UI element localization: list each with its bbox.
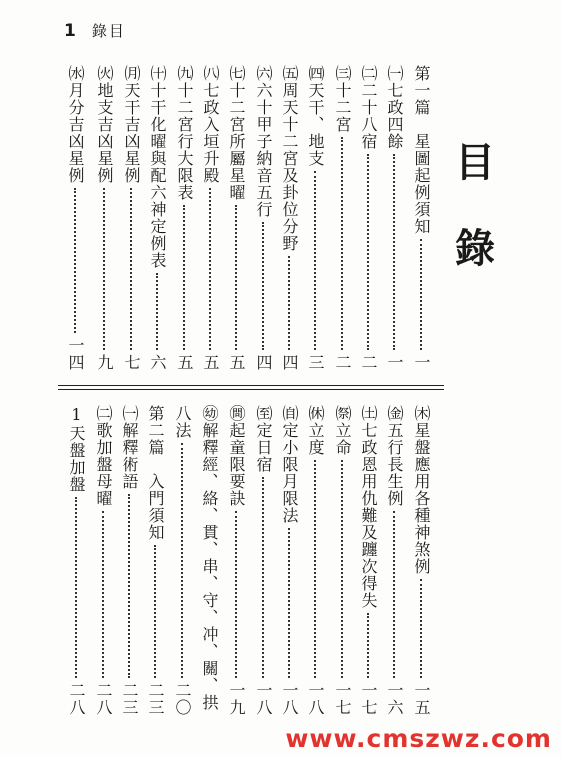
toc-entry-title: ㈡歌加盤母曜	[94, 405, 113, 507]
toc-entry-title: 1天盤加盤	[67, 405, 86, 493]
toc-leader-dots	[420, 239, 422, 350]
toc-entry-title: ㉄起童限要訣	[227, 405, 246, 507]
section-divider	[58, 385, 444, 386]
toc-leader-dots	[102, 511, 104, 678]
toc-entry-title: ㈨十二宮行大限表	[175, 65, 194, 201]
toc-entry-title: ㈦十二宮所屬星曜	[227, 65, 246, 201]
toc-entry-page: 一七	[333, 682, 352, 716]
toc-entry-page: 六	[148, 354, 167, 371]
toc-leader-dots	[103, 188, 105, 350]
toc-entry[interactable]	[277, 65, 301, 373]
toc-entry-page: 五	[175, 354, 194, 371]
toc-entry-page: 一六	[385, 682, 404, 716]
toc-entry-page: 四	[280, 354, 299, 371]
toc-leader-dots	[288, 256, 290, 350]
toc-leader-dots	[209, 188, 211, 350]
toc-entry-page: 二八	[67, 682, 86, 716]
toc-entry[interactable]	[251, 65, 275, 373]
toc-entry[interactable]	[198, 65, 222, 373]
toc-leader-dots	[288, 528, 290, 678]
toc-entry-title: 第一篇 星圖起例須知	[412, 65, 431, 235]
toc-entry-title: ㈤周天十二宮及卦位分野	[280, 65, 299, 252]
toc-entry-page: 二八	[94, 682, 113, 716]
running-header	[64, 20, 126, 41]
toc-entry-title: ㉅解釋經、絡、貫、串、守、冲、關、拱	[200, 405, 219, 711]
toc-leader-dots	[341, 137, 343, 350]
toc-entry-page: 一八	[306, 682, 325, 716]
toc-entry[interactable]	[277, 405, 301, 718]
toc-entry-title: ㈣天干、地支	[306, 65, 325, 167]
page-title-char-2: 錄	[455, 225, 495, 272]
toc-entry-title: ㉂定小限月限法	[280, 405, 299, 524]
toc-entry-page: 一五	[412, 682, 431, 716]
toc-entry[interactable]	[303, 405, 327, 718]
watermark: www.cmszwz.com	[285, 724, 552, 753]
toc-entry[interactable]	[91, 405, 115, 718]
toc-entry-title: 第二篇 入門須知	[146, 405, 165, 541]
toc-entry[interactable]	[117, 405, 141, 718]
toc-leader-dots	[235, 205, 237, 350]
toc-entry-title: ㈩十干化曜與配六神定例表	[148, 65, 167, 269]
toc-entry[interactable]	[63, 65, 87, 373]
toc-entry-title: ㈡二十八宿	[359, 65, 378, 150]
toc-entry-title: ㈧七政入垣升殿	[201, 65, 220, 184]
toc-entry-page: 四	[254, 354, 273, 371]
toc-entry[interactable]	[145, 65, 169, 373]
toc-entry-page: 一九	[227, 682, 246, 716]
toc-entry[interactable]	[197, 405, 221, 718]
toc-entry[interactable]	[356, 405, 380, 718]
toc-entry-title: ㈮五行長生例	[385, 405, 404, 507]
toc-leader-dots	[262, 477, 264, 678]
toc-leader-dots	[314, 171, 316, 350]
toc-entry-page: 二	[359, 354, 378, 371]
toc-leader-dots	[74, 188, 76, 333]
toc-entry[interactable]	[224, 405, 248, 718]
toc-leader-dots	[130, 188, 132, 350]
toc-entry-title: ㈢十二宮	[333, 65, 352, 133]
toc-entry-title: 八法	[173, 405, 192, 439]
toc-leader-dots	[393, 154, 395, 350]
toc-entry-title: ㉁立度	[306, 405, 325, 456]
toc-entry-title: ㉀立命	[333, 405, 352, 456]
toc-leader-dots	[154, 545, 156, 678]
toc-entry[interactable]	[119, 65, 143, 373]
toc-entry[interactable]	[64, 405, 88, 718]
toc-leader-dots	[262, 222, 264, 350]
toc-entry-page: 二三	[146, 682, 165, 716]
toc-entry-page: 一四	[66, 337, 85, 371]
toc-entry-page: 一	[412, 354, 431, 371]
toc-leader-dots	[314, 460, 316, 678]
toc-entry[interactable]	[382, 405, 406, 718]
toc-entry-page: 一	[385, 354, 404, 371]
toc-leader-dots	[128, 494, 130, 678]
toc-entry[interactable]	[409, 405, 433, 718]
toc-leader-dots	[183, 205, 185, 350]
toc-entry-title: ㉃定日宿	[254, 405, 273, 473]
toc-entry-page: 二〇	[173, 682, 192, 716]
toc-entry[interactable]	[330, 405, 354, 718]
toc-leader-dots	[181, 443, 183, 678]
toc-entry-title: ㈭星盤應用各種神煞例	[412, 405, 431, 575]
toc-leader-dots	[75, 497, 77, 678]
page-title	[452, 140, 498, 272]
page-title-char-1: 目	[455, 139, 495, 186]
toc-entry[interactable]	[172, 65, 196, 373]
toc-entry-page: 三	[306, 354, 325, 371]
toc-entry[interactable]	[143, 405, 167, 718]
page-number: 1	[64, 21, 76, 41]
toc-entry[interactable]	[382, 65, 406, 373]
toc-entry[interactable]	[251, 405, 275, 718]
toc-entry[interactable]	[356, 65, 380, 373]
toc-entry[interactable]	[330, 65, 354, 373]
toc-entry-page: 一八	[254, 682, 273, 716]
toc-leader-dots	[156, 273, 158, 350]
toc-entry-title: ㈪天干吉凶星例	[122, 65, 141, 184]
toc-entry-page: 九	[95, 354, 114, 371]
toc-entry-page: 七	[122, 354, 141, 371]
toc-entry-title: ㈠七政四餘	[385, 65, 404, 150]
toc-entry-page: 一七	[359, 682, 378, 716]
toc-entry-page: 一八	[280, 682, 299, 716]
toc-entry-title: ㈬月分吉凶星例	[66, 65, 85, 184]
toc-entry[interactable]	[170, 405, 194, 718]
toc-entry-title: ㈫地支吉凶星例	[95, 65, 114, 184]
toc-entry[interactable]	[224, 65, 248, 373]
running-title: 錄目	[91, 22, 126, 40]
toc-entry-page: 二三	[120, 682, 139, 716]
toc-leader-dots	[341, 460, 343, 678]
toc-leader-dots	[393, 511, 395, 678]
toc-leader-dots	[420, 579, 422, 678]
toc-leader-dots	[235, 511, 237, 678]
toc-entry[interactable]	[409, 65, 433, 373]
toc-entry[interactable]	[92, 65, 116, 373]
toc-entry-page: 五	[227, 354, 246, 371]
toc-entry-title: ㈯七政恩用仇難及躔次得失	[359, 405, 378, 609]
toc-entry-title: ㈠解釋術語	[120, 405, 139, 490]
toc-entry-page: 二	[333, 354, 352, 371]
toc-leader-dots	[367, 613, 369, 678]
toc-entry-page: 五	[201, 354, 220, 371]
toc-leader-dots	[367, 154, 369, 350]
toc-entry[interactable]	[303, 65, 327, 373]
section-divider-double	[58, 389, 444, 390]
toc-entry-title: ㈥六十甲子納音五行	[254, 65, 273, 218]
